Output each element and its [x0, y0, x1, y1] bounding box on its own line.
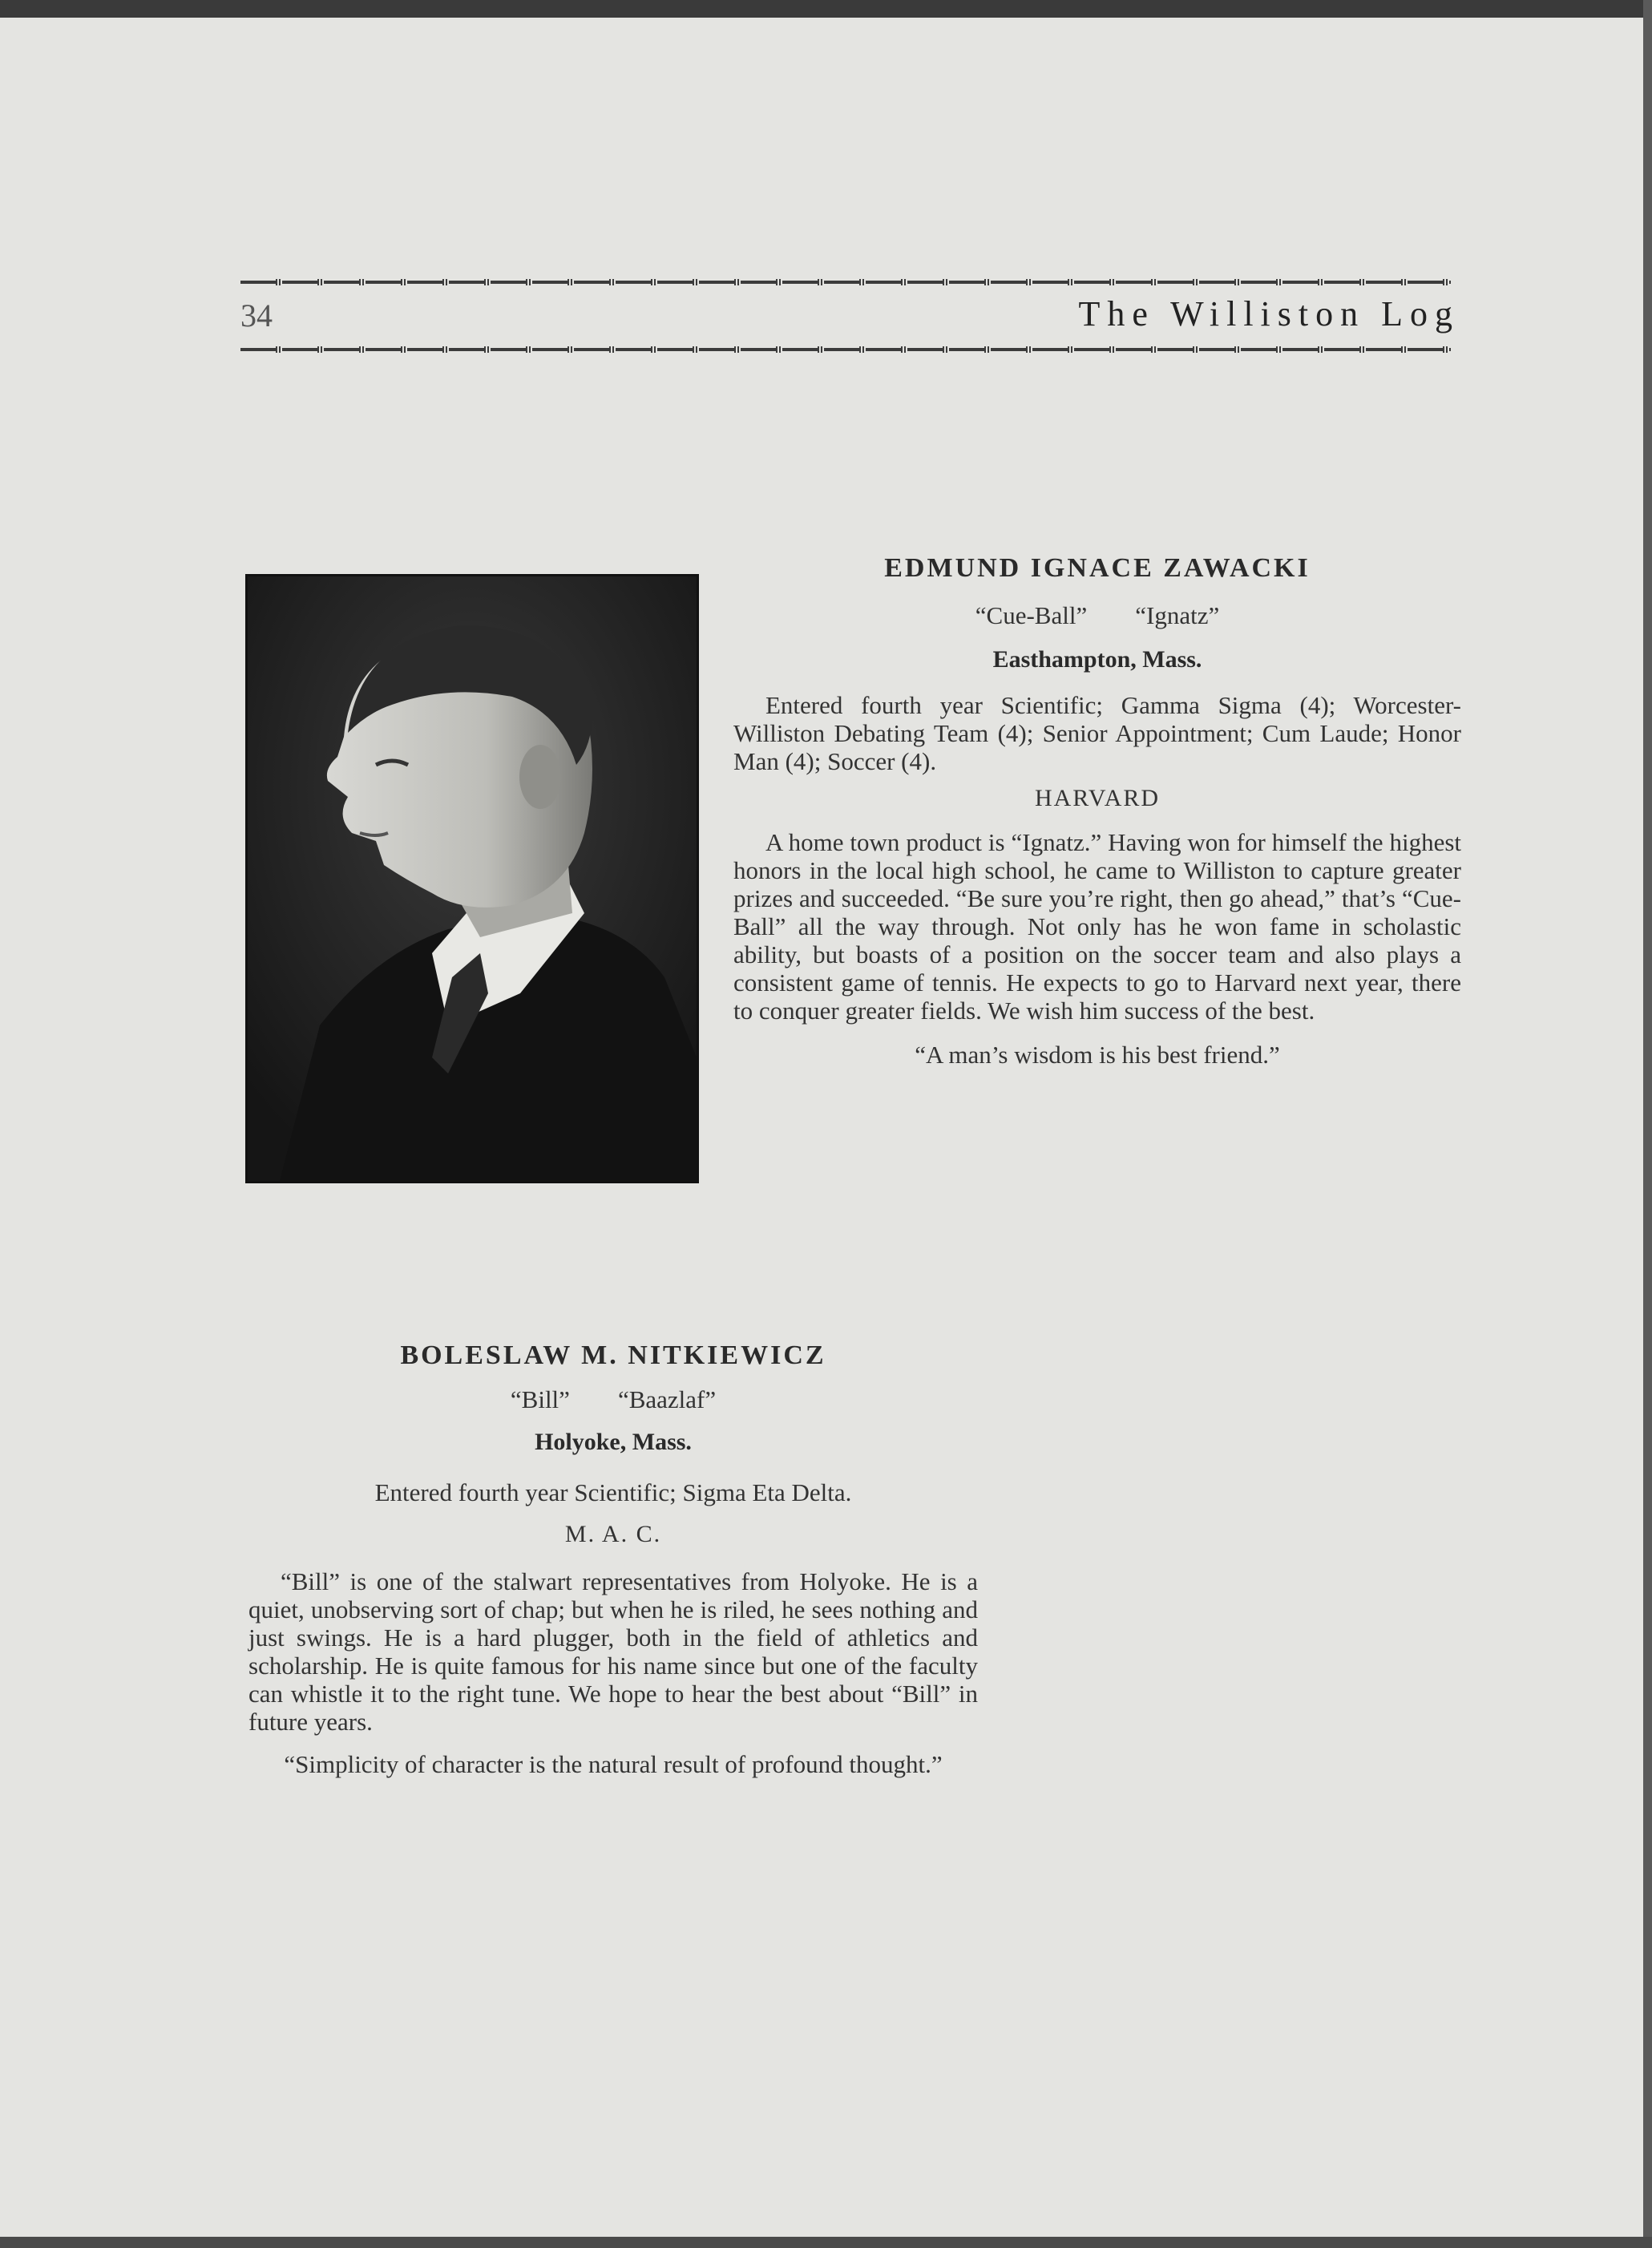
header-rule-bottom	[240, 346, 1451, 353]
header-rule-top	[240, 279, 1451, 285]
entry-nicknames	[248, 1385, 978, 1414]
scan-border-bottom	[0, 2237, 1652, 2248]
nickname: “Ignatz”	[1135, 601, 1220, 629]
entry-college: HARVARD	[1034, 785, 1161, 811]
portrait-figure	[248, 576, 697, 1181]
portrait-photo	[245, 574, 699, 1183]
entry-bio: “Bill” is one of the stalwart representatives from Holyoke. He is a quiet, unobserving sort of chap; but when he is riled, he sees nothing and just swings. He is a hard plugger, both in the field of athletics and scholarship. He is quite famous for his name since but one of the faculty can whistle it to the right tune. We hope to hear the best about “Bill” in future years.	[248, 1567, 978, 1736]
entry-nicknames	[733, 601, 1461, 630]
entry-name: BOLESLAW M. NITKIEWICZ	[400, 1340, 826, 1370]
scan-border-right	[1643, 0, 1652, 2248]
entry-name: EDMUND IGNACE ZAWACKI	[884, 553, 1311, 583]
nickname: “Bill”	[510, 1385, 570, 1413]
entry-hometown: Holyoke, Mass.	[535, 1429, 692, 1455]
entry-motto: “A man’s wisdom is his best friend.”	[915, 1041, 1280, 1069]
entry-record: Entered fourth year Scientific; Gamma Sigma (4); Worcester-Williston Debating Team (4); Senior Appointment; Cum Laude; Honor Man (4); Soccer (4).	[733, 691, 1461, 775]
entry-motto: “Simplicity of character is the natural result of profound thought.”	[284, 1750, 943, 1778]
entry-bio: A home town product is “Ignatz.” Having won for himself the highest honors in the local high school, he came to Williston to capture greater prizes and succeeded. “Be sure you’re right, then go ahead,” that’s “Cue-Ball” all the way through. Not only has he won fame in scholastic ability, but boasts of a position on the soccer team and also plays a consistent game of tennis. He expects to go to Harvard next year, there to conquer greater fields. We wish him success of the best.	[733, 828, 1461, 1025]
running-title: The Williston Log	[1078, 294, 1460, 334]
entry-college: M. A. C.	[564, 1521, 662, 1547]
scan-border-top	[0, 0, 1652, 18]
nickname: “Cue-Ball”	[975, 601, 1088, 629]
entry-nitkiewicz	[248, 1340, 978, 1778]
nickname: “Baazlaf”	[617, 1385, 717, 1413]
entry-zawacki	[733, 553, 1461, 1069]
entry-hometown: Easthampton, Mass.	[992, 646, 1202, 673]
page-number: 34	[240, 297, 273, 334]
entry-record: Entered fourth year Scientific; Sigma Eta Delta.	[374, 1478, 852, 1506]
